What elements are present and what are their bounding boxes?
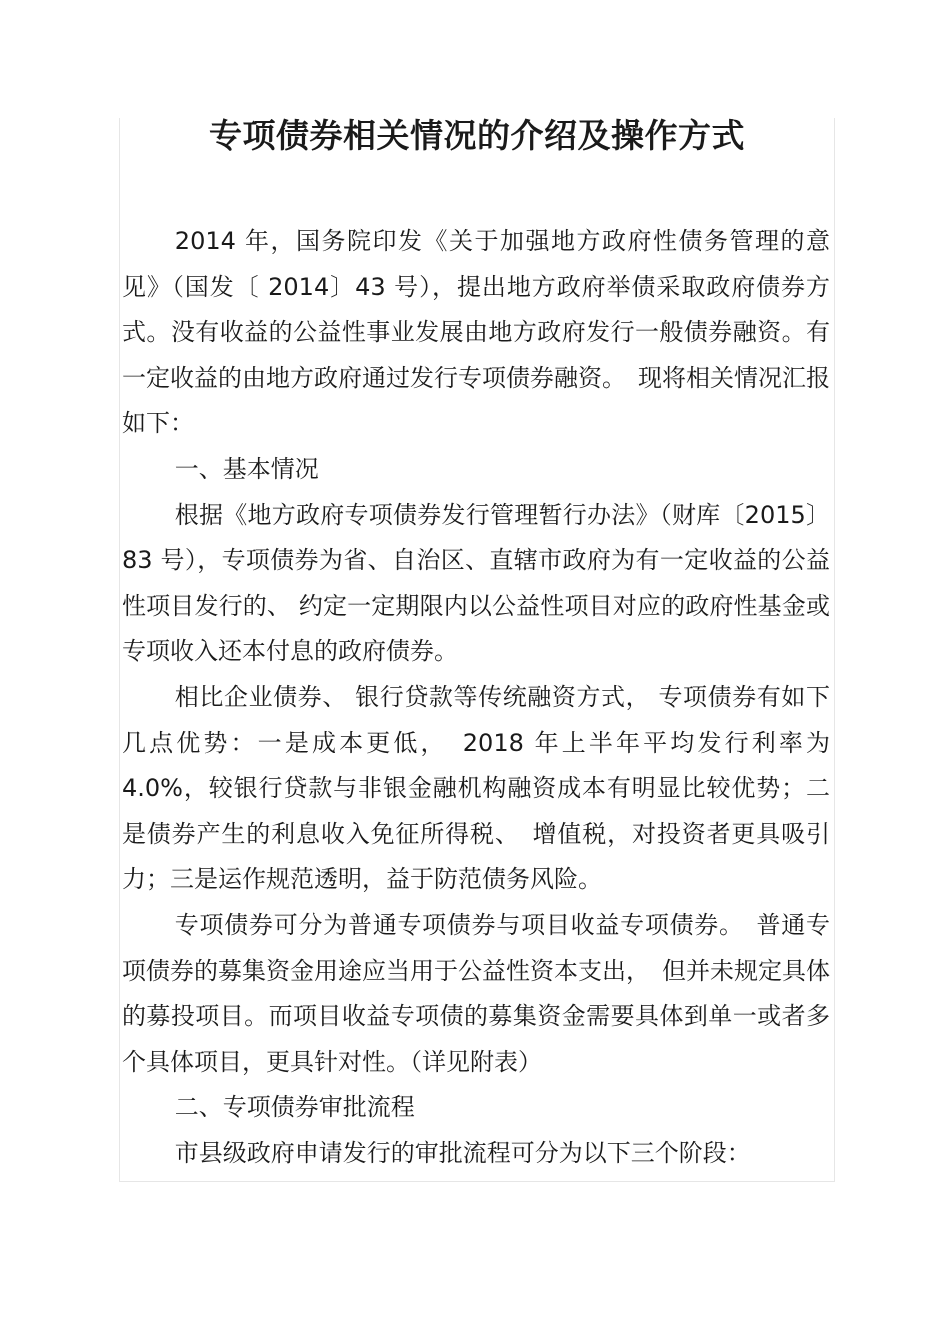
section-heading-basic: 一、基本情况	[174, 454, 319, 483]
section-heading-approval: 二、专项债券审批流程	[174, 1093, 415, 1122]
paragraph-approval-stages: 市县级政府申请发行的审批流程可分为以下三个阶段：	[174, 1138, 751, 1167]
paragraph-categories: 专项债券可分为普通专项债券与项目收益专项债券。 普通专项债券的募集资金用途应当用于公益性资本支出， 但并未规定具体的募投项目。而项目收益专项债的募集资金需要具体到单一或者多个具体项目，更具针对性。（详见附表）	[122, 910, 830, 1076]
paragraph-intro: 2014 年，国务院印发《关于加强地方政府性债务管理的意见》（国发〔 2014〕43 号），提出地方政府举债采取政府债券方式。没有收益的公益性事业发展由地方政府发行一般债券融资。有一定收益的由地方政府通过发行专项债券融资。 现将相关情况汇报如下：	[122, 227, 830, 438]
paragraph-definition: 根据《地方政府专项债券发行管理暂行办法》（财库〔2015〕83 号），专项债券为省、自治区、直辖市政府为有一定收益的公益性项目发行的、 约定一定期限内以公益性项目对应的政府性基金或专项收入还本付息的政府债券。	[122, 500, 830, 666]
document-title: 专项债券相关情况的介绍及操作方式	[209, 116, 745, 155]
document-body	[122, 219, 830, 1176]
paragraph-advantages: 相比企业债券、 银行贷款等传统融资方式， 专项债券有如下几点优势：一是成本更低， 2018 年上半年平均发行利率为 4.0%，较银行贷款与非银金融机构融资成本有明显比较优势；二是债券产生的利息收入免征所得税、 增值税，对投资者更具吸引力；三是运作规范透明，益于防范债务风险。	[122, 682, 830, 894]
